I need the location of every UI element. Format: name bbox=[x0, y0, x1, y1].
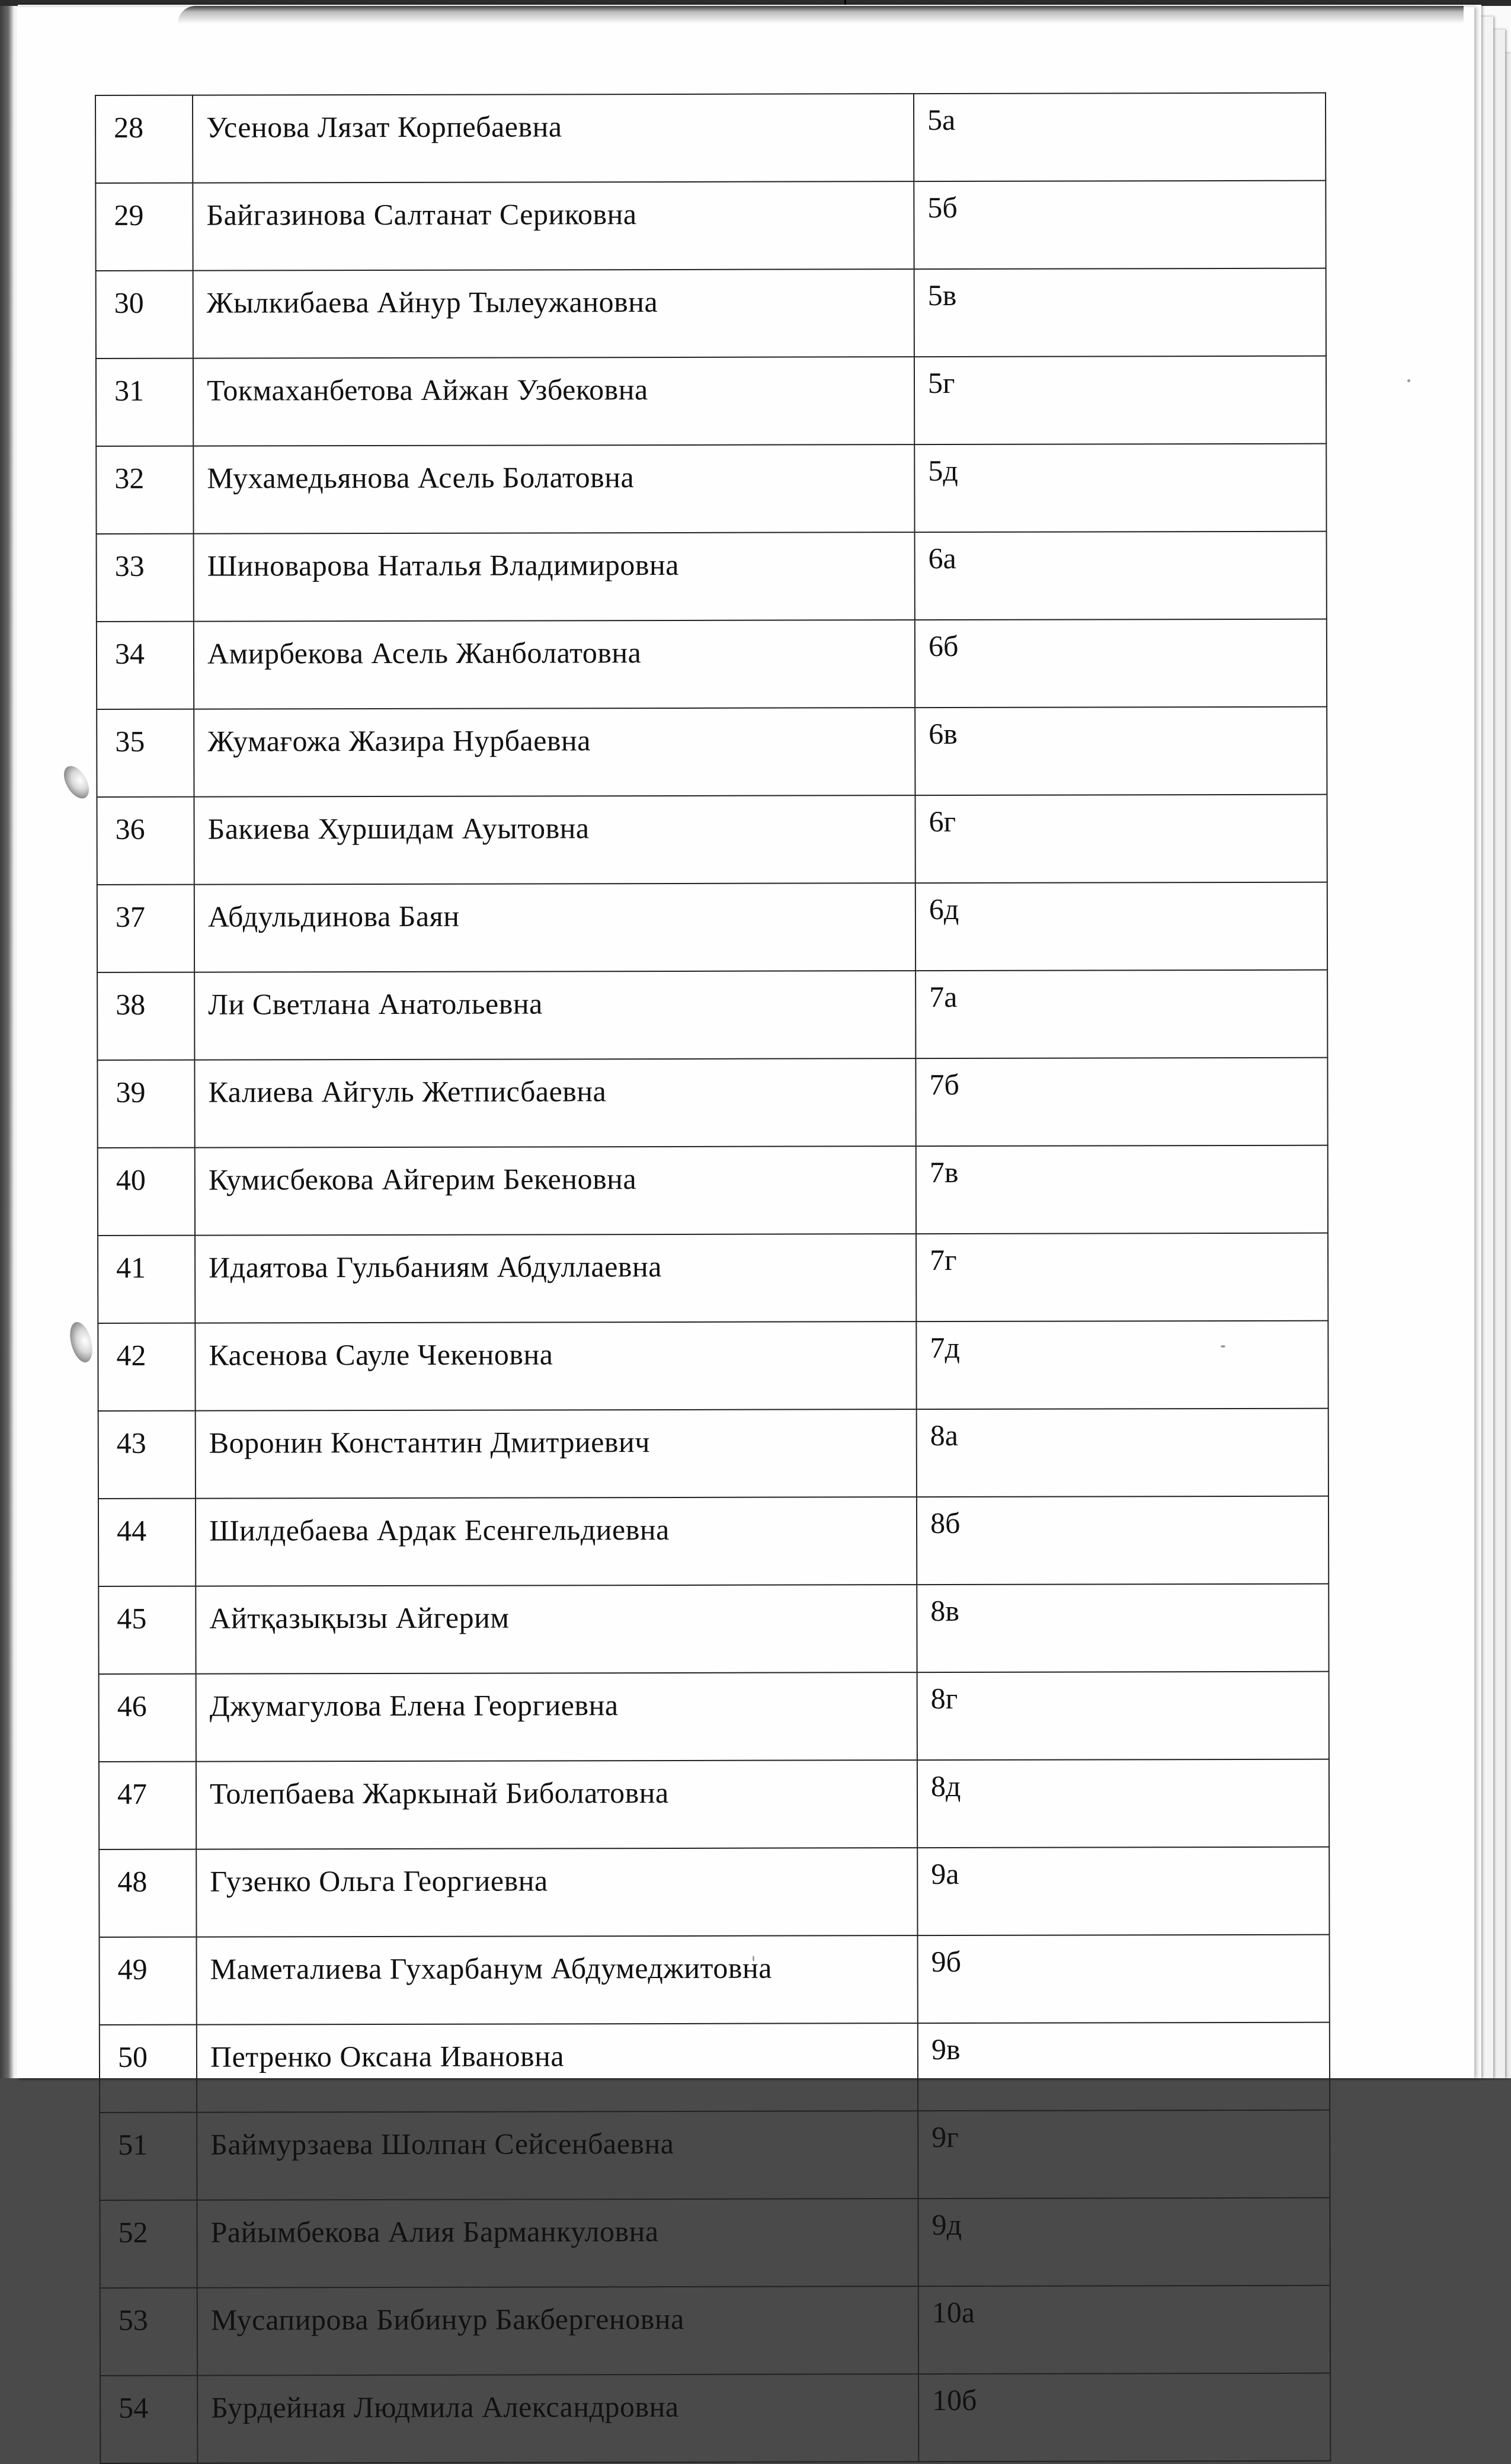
row-number: 38 bbox=[97, 972, 194, 1060]
teacher-name: Бурдейная Людмила Александровна bbox=[197, 2374, 918, 2463]
teacher-name: Ли Светлана Анатольевна bbox=[194, 971, 915, 1060]
teacher-name: Маметалиева Гухарбанум Абдумеджитовна bbox=[197, 1935, 918, 2025]
class-label: 6а bbox=[915, 532, 1327, 620]
row-number: 47 bbox=[99, 1762, 196, 1849]
row-number: 51 bbox=[100, 2113, 197, 2200]
table-row bbox=[99, 1672, 1329, 1762]
teacher-name: Айтқазықызы Айгерим bbox=[196, 1585, 917, 1674]
class-label: 7г bbox=[916, 1233, 1328, 1321]
row-number: 52 bbox=[100, 2200, 197, 2288]
teacher-name: Абдульдинова Баян bbox=[194, 883, 915, 972]
row-number: 34 bbox=[97, 622, 194, 709]
row-number: 37 bbox=[97, 885, 194, 972]
table-row bbox=[99, 1759, 1329, 1849]
table-row bbox=[96, 268, 1326, 359]
table-row bbox=[100, 1935, 1330, 2025]
class-label: 6г bbox=[915, 795, 1327, 883]
table-row bbox=[99, 1847, 1329, 1937]
teacher-name: Джумагулова Елена Георгиевна bbox=[196, 1672, 917, 1762]
class-label: 8б bbox=[917, 1496, 1328, 1585]
row-number: 43 bbox=[98, 1411, 196, 1499]
table-row bbox=[100, 2373, 1330, 2463]
row-number: 40 bbox=[98, 1148, 195, 1236]
table-row bbox=[100, 2023, 1330, 2113]
class-label: 8в bbox=[917, 1584, 1328, 1672]
class-label: 7а bbox=[915, 970, 1327, 1058]
table-row bbox=[95, 93, 1326, 183]
row-number: 50 bbox=[100, 2025, 197, 2113]
class-label: 10б bbox=[918, 2373, 1330, 2462]
teacher-name: Шиноварова Наталья Владимировна bbox=[194, 532, 915, 622]
table-row bbox=[98, 1321, 1328, 1411]
teacher-name: Жумағожа Жазира Нурбаевна bbox=[194, 708, 915, 797]
table-row bbox=[95, 181, 1326, 271]
row-number: 32 bbox=[96, 446, 193, 534]
class-label: 6в bbox=[915, 707, 1327, 795]
row-number: 36 bbox=[97, 797, 194, 885]
table-row bbox=[98, 1584, 1328, 1674]
table-row bbox=[98, 1145, 1328, 1236]
row-number: 35 bbox=[97, 709, 194, 797]
row-number: 31 bbox=[96, 359, 193, 446]
row-number: 29 bbox=[95, 183, 193, 271]
table-row bbox=[97, 532, 1327, 622]
teacher-name: Токмаханбетова Айжан Узбековна bbox=[193, 357, 914, 446]
table-row bbox=[100, 2110, 1330, 2200]
class-label: 5г bbox=[914, 356, 1326, 444]
class-label: 8г bbox=[917, 1672, 1329, 1760]
class-label: 9в bbox=[918, 2023, 1330, 2111]
class-label: 8а bbox=[917, 1409, 1328, 1497]
table-row bbox=[98, 1409, 1328, 1499]
table-row bbox=[97, 795, 1327, 885]
class-label: 9г bbox=[918, 2110, 1330, 2199]
class-label: 6б bbox=[915, 619, 1327, 708]
class-label: 5в bbox=[914, 268, 1326, 357]
class-label: 5а bbox=[914, 93, 1326, 181]
teacher-name: Байгазинова Салтанат Сериковна bbox=[193, 181, 914, 271]
table-row bbox=[97, 619, 1327, 709]
table-row bbox=[100, 2198, 1330, 2288]
table-row bbox=[98, 1233, 1328, 1323]
class-label: 7б bbox=[915, 1058, 1327, 1146]
teacher-name: Райымбекова Алия Барманкуловна bbox=[197, 2199, 918, 2288]
table-body bbox=[95, 93, 1330, 2463]
staff-class-table bbox=[95, 92, 1331, 2464]
table-row bbox=[97, 707, 1327, 797]
class-label: 6д bbox=[915, 882, 1327, 971]
teacher-name: Петренко Оксана Ивановна bbox=[197, 2023, 918, 2113]
table-row bbox=[96, 444, 1326, 534]
teacher-name: Касенова Сауле Чекеновна bbox=[195, 1321, 916, 1411]
class-label: 7в bbox=[916, 1145, 1328, 1234]
class-label: 5б bbox=[914, 181, 1326, 269]
page-fold-shadow bbox=[178, 6, 1464, 30]
class-label: 9д bbox=[918, 2198, 1330, 2286]
table-row bbox=[96, 356, 1326, 446]
table-row bbox=[97, 1058, 1327, 1148]
teacher-name: Толепбаева Жаркынай Биболатовна bbox=[196, 1760, 917, 1849]
row-number: 49 bbox=[100, 1937, 197, 2025]
row-number: 42 bbox=[98, 1323, 195, 1411]
row-number: 28 bbox=[95, 95, 193, 183]
row-number: 44 bbox=[98, 1499, 196, 1586]
row-number: 45 bbox=[98, 1586, 196, 1674]
teacher-name: Баймурзаева Шолпан Сейсенбаевна bbox=[197, 2111, 918, 2200]
table-row bbox=[98, 1496, 1328, 1586]
row-number: 41 bbox=[98, 1236, 195, 1323]
table-row bbox=[97, 970, 1327, 1060]
row-number: 53 bbox=[100, 2288, 197, 2376]
teacher-name: Мусапирова Бибинур Бакбергеновна bbox=[197, 2286, 918, 2376]
row-number: 46 bbox=[99, 1674, 196, 1762]
row-number: 33 bbox=[97, 534, 194, 622]
table-row bbox=[100, 2286, 1330, 2376]
teacher-name: Шилдебаева Ардак Есенгельдиевна bbox=[196, 1497, 917, 1586]
class-label: 10а bbox=[918, 2286, 1330, 2374]
class-label: 8д bbox=[917, 1759, 1329, 1848]
teacher-name: Идаятова Гульбаниям Абдуллаевна bbox=[195, 1234, 916, 1323]
row-number: 54 bbox=[100, 2376, 197, 2463]
row-number: 39 bbox=[97, 1060, 194, 1148]
scan-speck bbox=[1407, 379, 1410, 382]
row-number: 30 bbox=[96, 271, 193, 359]
teacher-name: Калиева Айгуль Жетписбаевна bbox=[194, 1058, 915, 1148]
teacher-name: Амирбекова Асель Жанболатовна bbox=[194, 620, 915, 709]
teacher-name: Жылкибаева Айнур Тылеужановна bbox=[193, 269, 914, 359]
teacher-name: Бакиева Хуршидам Ауытовна bbox=[194, 795, 915, 885]
table-row bbox=[97, 882, 1327, 972]
teacher-name: Мухамедьянова Асель Болатовна bbox=[193, 444, 914, 534]
class-label: 7д bbox=[916, 1321, 1328, 1409]
teacher-name: Гузенко Ольга Георгиевна bbox=[196, 1848, 917, 1937]
teacher-name: Усенова Лязат Корпебаевна bbox=[193, 94, 914, 183]
teacher-name: Кумисбекова Айгерим Бекеновна bbox=[195, 1146, 916, 1236]
teacher-name: Воронин Константин Дмитриевич bbox=[196, 1409, 917, 1499]
row-number: 48 bbox=[99, 1849, 196, 1937]
class-label: 9а bbox=[917, 1847, 1329, 1935]
class-label: 5д bbox=[914, 444, 1326, 532]
class-label: 9б bbox=[918, 1935, 1330, 2023]
